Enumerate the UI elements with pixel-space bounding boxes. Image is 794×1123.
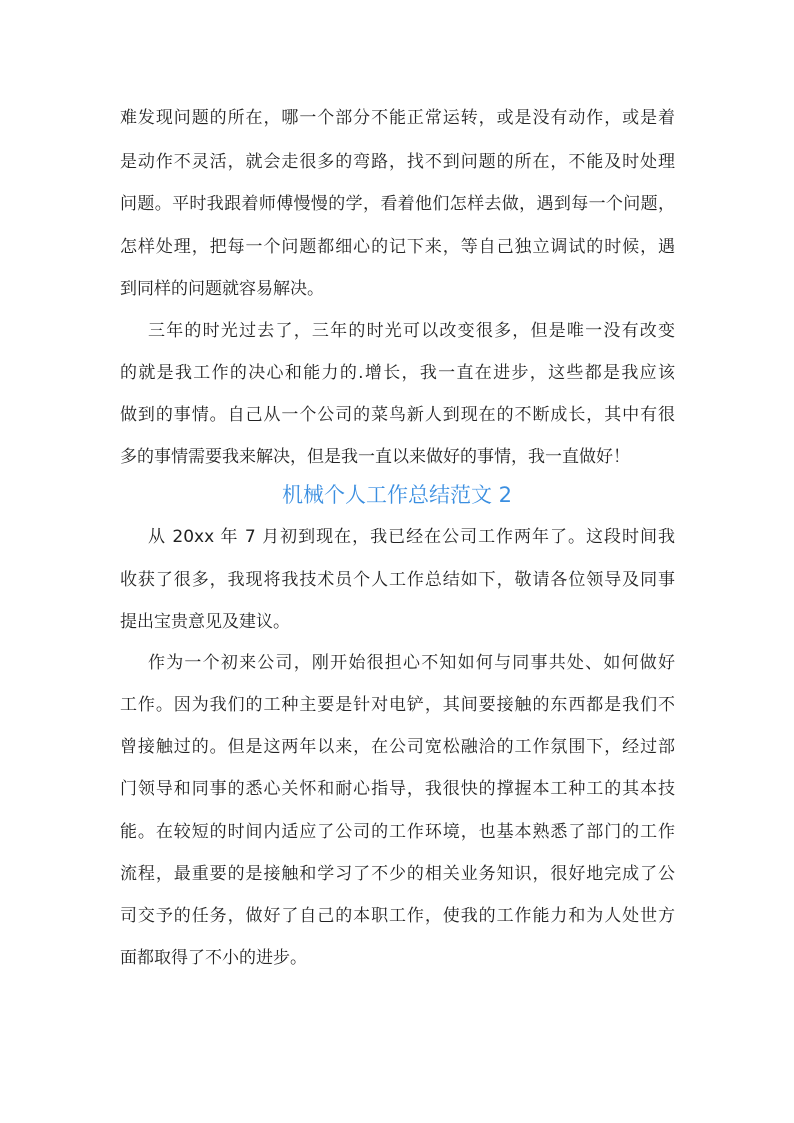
paragraph-4-line-8: 面都取得了不小的进步。 (120, 948, 307, 968)
section-heading: 机械个人工作总结范文 2 (281, 483, 513, 507)
paragraph-4-line-6: 流程，最重要的是接触和学习了不少的相关业务知识，很好地完成了公 (120, 864, 675, 884)
paragraph-4-line-1: 作为一个初来公司，刚开始很担心不知如何与同事共处、如何做好 (148, 653, 675, 673)
paragraph-1-line-5: 到同样的问题就容易解决。 (120, 279, 324, 299)
paragraph-2-line-3: 做到的事情。自己从一个公司的菜鸟新人到现在的不断成长，其中有很 (120, 405, 675, 425)
paragraph-1-line-2: 是动作不灵活，就会走很多的弯路，找不到问题的所在，不能及时处理 (120, 152, 675, 172)
paragraph-4-line-2: 工作。因为我们的工种主要是针对电铲，其间要接触的东西都是我们不 (120, 695, 675, 715)
paragraph-1-line-1: 难发现问题的所在，哪一个部分不能正常运转，或是没有动作，或是着 (120, 108, 675, 128)
paragraph-3-line-3: 提出宝贵意见及建议。 (120, 612, 290, 632)
paragraph-4-line-7: 司交予的任务，做好了自己的本职工作，使我的工作能力和为人处世方 (120, 906, 675, 926)
paragraph-4-line-3: 曾接触过的。但是这两年以来，在公司宽松融洽的工作氛围下，经过部 (120, 737, 675, 757)
paragraph-3-line-2: 收获了很多，我现将我技术员个人工作总结如下，敬请各位领导及同事 (120, 570, 675, 590)
paragraph-4-line-4: 门领导和同事的悉心关怀和耐心指导，我很快的撑握本工种工的其本技 (120, 779, 675, 799)
paragraph-2-line-4: 多的事情需要我来解决，但是我一直以来做好的事情，我一直做好！ (120, 447, 630, 467)
paragraph-3-line-1: 从 20xx 年 7 月初到现在，我已经在公司工作两年了。这段时间我 (148, 527, 675, 547)
paragraph-2-line-1: 三年的时光过去了，三年的时光可以改变很多，但是唯一没有改变 (148, 321, 675, 341)
paragraph-1-line-3: 问题。平时我跟着师傅慢慢的学，看着他们怎样去做，遇到每一个问题， (120, 194, 675, 214)
paragraph-1-line-4: 怎样处理，把每一个问题都细心的记下来，等自己独立调试的时候，遇 (120, 237, 675, 257)
paragraph-4-line-5: 能。在较短的时间内适应了公司的工作环境，也基本熟悉了部门的工作 (120, 822, 675, 842)
paragraph-2-line-2: 的就是我工作的决心和能力的.增长，我一直在进步，这些都是我应该 (120, 363, 675, 383)
